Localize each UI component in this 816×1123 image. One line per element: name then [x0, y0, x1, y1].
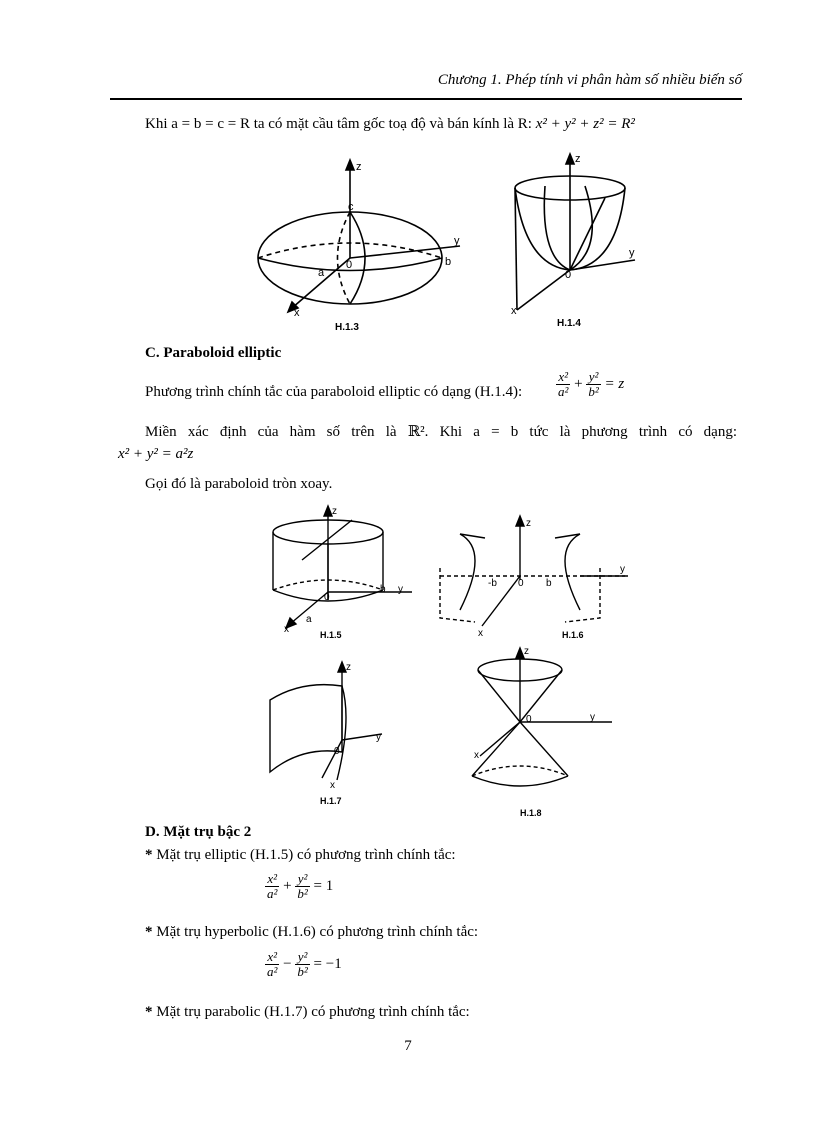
label-origin: 0 [334, 746, 340, 757]
bullet-star: * [145, 1004, 153, 1020]
lower-ellipse-front [472, 776, 568, 786]
left-sheet-curve [460, 534, 475, 610]
label-x: x [330, 780, 335, 791]
paraboloid-formula [556, 370, 624, 399]
frac-den: a² [558, 384, 569, 399]
section-c-heading: C. Paraboloid elliptic [145, 345, 282, 361]
label-origin: 0 [518, 578, 524, 589]
figure-h15 [262, 500, 422, 642]
frac-den: b² [588, 384, 599, 399]
label-a: a [306, 614, 312, 625]
label-origin: 0 [526, 714, 532, 725]
header-rule [110, 98, 742, 100]
frac-num: y² [586, 370, 600, 385]
label-origin: 0 [324, 592, 330, 603]
item-parabolic [145, 1002, 470, 1022]
operator: − [283, 955, 292, 972]
label-y: y [398, 584, 403, 595]
lower-cone-left [472, 722, 520, 776]
ruling-2 [570, 186, 592, 270]
page-number: 7 [404, 1038, 412, 1054]
frac-num: x² [265, 950, 279, 965]
sphere-formula: x² + y² + z² = R² [535, 116, 635, 132]
sphere-paragraph [145, 114, 635, 134]
z-arrow-icon [338, 662, 346, 672]
label-z: z [575, 153, 581, 165]
sphere-text: Khi a = b = c = R ta có mặt cầu tâm gốc toạ độ và bán kính là R: [145, 116, 532, 132]
label-b: b [445, 256, 452, 268]
frac-den: b² [297, 886, 308, 901]
frac-num: y² [295, 872, 309, 887]
frac-num: x² [265, 872, 279, 887]
label-x: x [474, 750, 479, 761]
figure-h13 [240, 148, 470, 338]
bullet-star: * [145, 847, 153, 863]
label-c: c [348, 201, 354, 213]
x-axis [517, 270, 570, 310]
frac-den: a² [267, 964, 278, 979]
label-y: y [590, 712, 595, 723]
lower-ellipse-back [472, 766, 568, 776]
frac-den: a² [267, 886, 278, 901]
item-text: Mặt trụ elliptic (H.1.5) có phương trình chính tắc: [156, 847, 456, 863]
meridian-back [338, 212, 351, 304]
label-b: b [380, 584, 386, 595]
item-elliptic [145, 845, 456, 865]
caption-h16: H.1.6 [562, 630, 584, 640]
domain-paragraph: Miền xác định của hàm số trên là ℝ². Khi a = b tức là phương trình có dạng: [145, 424, 737, 440]
frac-num: x² [556, 370, 570, 385]
caption-h15: H.1.5 [320, 630, 342, 640]
figure-h16 [430, 510, 635, 642]
frac-num: y² [295, 950, 309, 965]
figure-h14 [495, 148, 655, 338]
domain-formula: x² + y² = a²z [118, 446, 194, 462]
label-origin: 0 [346, 259, 353, 271]
caption-h14: H.1.4 [557, 318, 581, 329]
label-origin: 0 [565, 269, 572, 281]
label-x: x [284, 624, 289, 635]
z-arrow-icon [516, 516, 524, 526]
formula-rhs: = z [604, 375, 625, 392]
label-y: y [629, 247, 635, 259]
formula-rhs: = 1 [313, 877, 334, 894]
item-text: Mặt trụ hyperbolic (H.1.6) có phương trình chính tắc: [156, 924, 479, 940]
label-y: y [454, 235, 460, 247]
figure-h18 [462, 640, 622, 820]
label-neg-b: -b [488, 578, 497, 589]
item-text: Mặt trụ parabolic (H.1.7) có phương trình chính tắc: [156, 1004, 470, 1020]
diagonal [302, 520, 352, 560]
bullet-star: * [145, 924, 153, 940]
caption-h18: H.1.8 [520, 808, 542, 818]
rotation-paragraph: Gọi đó là paraboloid tròn xoay. [145, 476, 333, 492]
elliptic-formula [265, 872, 333, 901]
formula-rhs: = −1 [313, 955, 342, 972]
item-hyperbolic [145, 922, 478, 942]
edge-left [515, 188, 517, 310]
figure-h17 [262, 650, 402, 810]
z-arrow-icon [324, 506, 332, 516]
operator: + [283, 877, 292, 894]
plus-sign: + [574, 375, 583, 392]
label-z: z [524, 646, 529, 657]
z-arrow-icon [346, 160, 354, 170]
right-sheet-curve [565, 534, 580, 610]
caption-h13: H.1.3 [335, 322, 359, 333]
paraboloid-paragraph [145, 382, 522, 402]
x-axis [480, 722, 520, 756]
frac-den: b² [297, 964, 308, 979]
caption-h17: H.1.7 [320, 796, 342, 806]
ruling-3 [570, 198, 605, 270]
z-arrow-icon [566, 154, 574, 164]
label-z: z [346, 662, 351, 673]
label-x: x [294, 307, 300, 319]
paraboloid-text: Phương trình chính tắc của paraboloid elliptic có dạng (H.1.4): [145, 384, 523, 400]
label-b: b [546, 578, 552, 589]
label-x: x [478, 628, 483, 639]
label-y: y [620, 564, 625, 575]
label-z: z [526, 518, 531, 529]
upper-cone-left [478, 670, 520, 722]
label-z: z [356, 161, 362, 173]
label-y: y [376, 732, 381, 743]
running-header: Chương 1. Phép tính vi phân hàm số nhiều biến số [437, 72, 742, 88]
label-z: z [332, 506, 337, 517]
section-d-heading: D. Mặt trụ bậc 2 [145, 824, 252, 840]
label-a: a [318, 267, 325, 279]
z-arrow-icon [516, 648, 524, 658]
label-x: x [511, 305, 517, 317]
cylinder-sheet [270, 685, 342, 772]
hyperbolic-formula [265, 950, 342, 979]
